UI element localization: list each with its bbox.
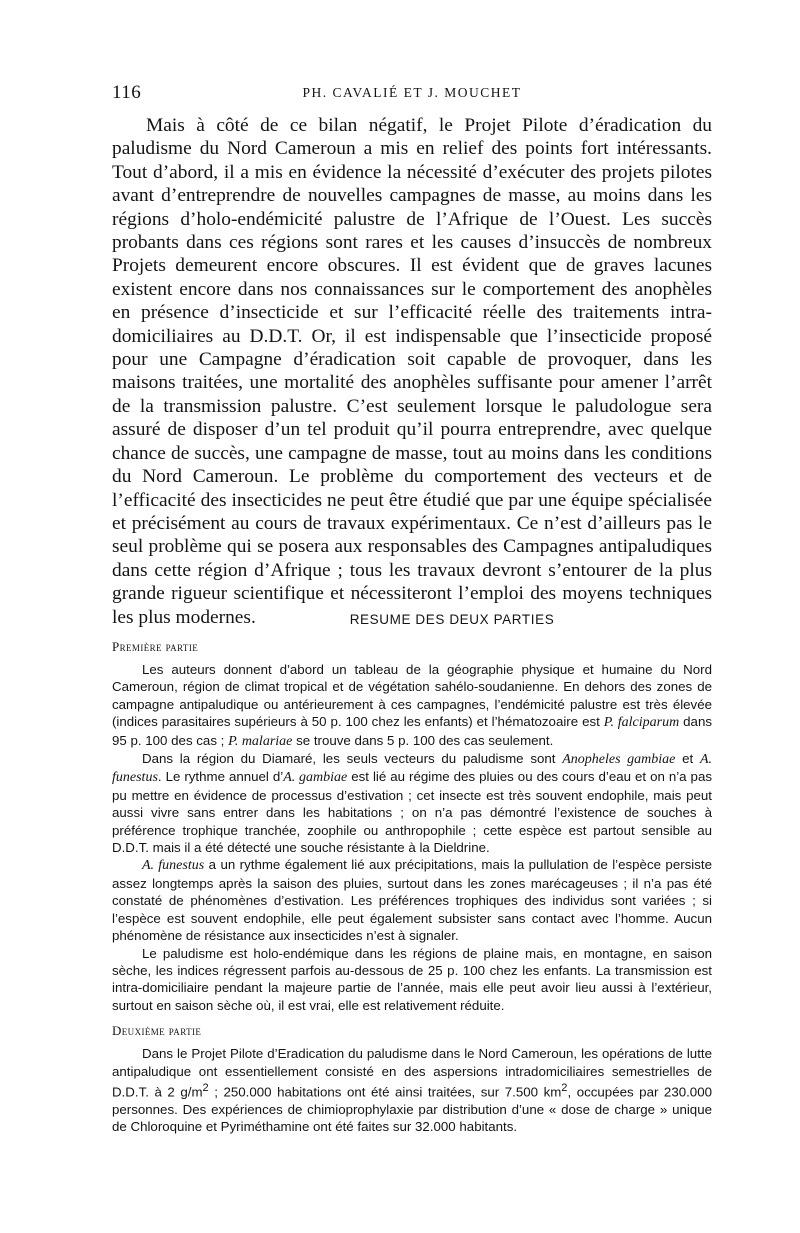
part-one-paragraph-3: [112, 856, 712, 944]
summary-title: RESUME DES DEUX PARTIES: [349, 612, 555, 627]
species-name: A. gambiae: [283, 770, 348, 786]
section-gap: [112, 1014, 712, 1023]
text-run: et: [682, 751, 694, 767]
main-text: [112, 114, 712, 629]
text-run: est lié au régime des pluies ou des cours d’eau et on n’a pas pu mettre en évidence de processus d’estivation ; cet insecte est très souvent endophile, mais peut aussi vivre sans entrer dans les habitations ; on n’a pas démontré l’existence de souches à préférence trophique tranchée, zoophile ou anthropophile ; cette espèce est partout sensible au D.D.T. mais il a été détecté une souche résistante à la Dieldrine.: [112, 769, 712, 856]
part-two-text: [112, 1045, 712, 1135]
part-two-paragraph-1: [112, 1045, 712, 1135]
superscript: 2: [561, 1081, 568, 1094]
summary-section: [112, 612, 712, 1136]
main-paragraph: Mais à côté de ce bilan négatif, le Projet Pilote d’éradication du paludisme du Nord Cameroun a mis en relief des points fort intéressants. Tout d’abord, il a mis en évidence la nécessité d’exécuter des projets pilotes avant d’entreprendre de nouvelles campagnes de masse, au moins dans les régions d’holo-endémicité palustre de l’Afrique de l’Ouest. Les succès probants dans ces régions sont rares et les causes d’insuccès de nombreux Projets demeurent encore obscures. Il est évident que de graves lacunes existent encore dans nos connaissances sur le comportement des anophèles en présence d’insecticide et sur l’efficacité réelle des traitements intra-domiciliaires au D.D.T. Or, il est indispensable que l’insecticide proposé pour une Campagne d’éradication soit capable de provoquer, dans les maisons traitées, une mortalité des anophèles suffisante pour amener l’arrêt de la transmission palustre. C’est seulement lorsque le paludologue sera assuré de disposer d’un tel produit qu’il pourra entreprendre, avec quelque chance de succès, une campagne de masse, tout au moins dans les conditions du Nord Cameroun. Le problème du comportement des vecteurs et de l’efficacité des insecticides ne peut être étudié que par une équipe spécialisée et précisément au cours de travaux expérimentaux. Ce n’est d’ailleurs pas le seul problème qui se posera aux responsables des Campagnes antipaludiques dans cette région d’Afrique ; tous les travaux devront s’entourer de la plus grande rigueur scientifique et nécessiteront l’emploi des moyens techniques les plus modernes.: [112, 115, 712, 628]
species-name: P. malariae: [228, 733, 293, 749]
part-one-paragraph-1: [112, 661, 712, 750]
species-name: A. funestus: [112, 752, 712, 786]
text-run: Les auteurs donnent d’abord un tableau de la géographie physique et humaine du Nord Cameroun, région de climat tropical et de végétation sahélo-soudanienne. En dehors des zones de campagne antipaludique ou antérieurement à ces campagnes, l’endémicité palustre est très élevée (indices parasitaires supérieurs à 50 p. 100 chez les enfants) et l’hématozoaire est: [112, 662, 712, 730]
running-head: PH. CAVALIÉ ET J. MOUCHET: [302, 85, 522, 100]
text-run: dans 95 p. 100 des cas ;: [112, 714, 712, 748]
part-one-paragraph-2: [112, 750, 712, 856]
part-one-paragraph-4: Le paludisme est holo-endémique dans les régions de plaine mais, en montagne, en saison sèche, les indices régressent parfois au-dessous de 25 p. 100 chez les enfants. La transmission est intra-domiciliaire pendant la majeure partie de l’année, mais elle peut avoir lieu aussi à l’extérieur, surtout en saison sèche où, il est vrai, elle est relativement réduite.: [112, 945, 712, 1013]
page-number: 116: [112, 82, 142, 103]
text-run: a un rythme également lié aux précipitations, mais la pullulation de l’espèce persiste assez longtemps après la saison des pluies, surtout dans les zones marécageuses ; il n’a pas été constaté de phénomènes d’estivation. Les préférences trophiques des individus sont variées ; si l’espèce est souvent endophile, elle peut également subsister sans contact avec l’homme. Aucun phénomène de résistance aux insecticides n’est à signaler.: [112, 857, 712, 944]
part-two-heading: Deuxième partie: [112, 1023, 202, 1039]
superscript: 2: [202, 1081, 209, 1094]
species-name: Anopheles gambiae: [562, 752, 676, 768]
text-run: ; 250.000 habitations ont été ainsi traitées, sur 7.500 km: [208, 1084, 562, 1100]
species-name: P. falciparum: [603, 715, 680, 731]
text-run: Dans le Projet Pilote d’Eradication du paludisme dans le Nord Cameroun, les opérations de lutte antipaludique ont essentiellement consisté en des aspersions intradomiciliaires semestrielles de D.D.T. à 2 g/m: [112, 1046, 712, 1100]
text-run: , occupées par 230.000 personnes. Des expériences de chimioprophylaxie par distribution d’une « dose de charge » unique de Chloroquine et Pyriméthamine ont été faites sur 32.000 habitants.: [112, 1084, 712, 1135]
part-one-text: [112, 661, 712, 1014]
species-name: A. funestus: [142, 858, 205, 874]
part-one-heading: Première partie: [112, 639, 199, 654]
text-run: Dans la région du Diamaré, les seuls vecteurs du paludisme sont: [142, 751, 556, 767]
text-run: se trouve dans 5 p. 100 des cas seulement.: [296, 732, 554, 748]
page-header: [112, 82, 712, 106]
text-run: . Le rythme annuel d’: [157, 769, 284, 785]
